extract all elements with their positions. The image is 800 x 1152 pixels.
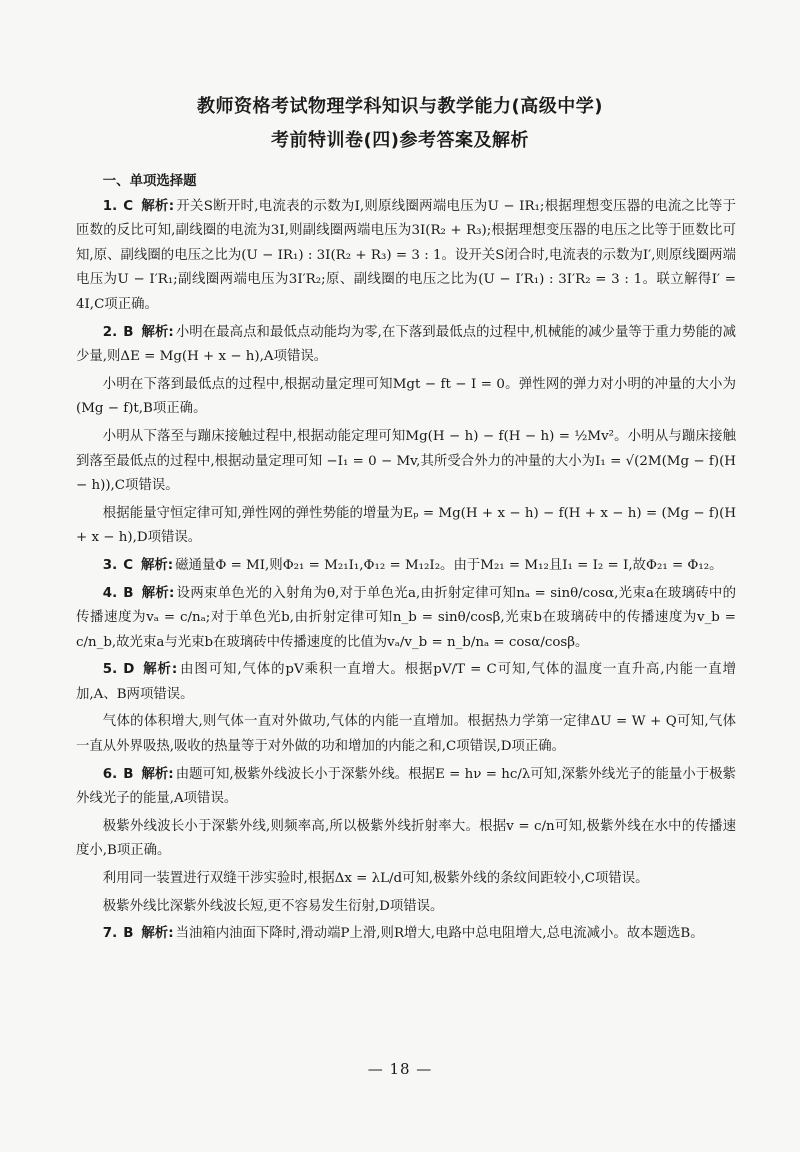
- question-number: 6.: [102, 766, 118, 782]
- analysis-text: 小明在最高点和最低点动能均为零,在下落到最低点的过程中,机械能的减少量等于重力势能的减少量,则ΔE = Mg(H + x − h),A项错误。: [76, 324, 736, 365]
- question-6-para-4: 极紫外线比深紫外线波长短,更不容易发生衍射,D项错误。: [102, 898, 444, 914]
- analysis-text: 开关S断开时,电流表的示数为I,则原线圈两端电压为U − IR₁;根据理想变压器的电流之比等于匝数的反比可知,副线圈的电流为3I,则副线圈两端电压为3I(R₂ + R₃);根据理想变压器的电压之比等于匝数比可知,原、副线圈的电压之比为(U − IR₁) : 3I(R₂ + R₃) = 3 : 1。设开关S闭合时,电流表的示数为I′,则原线圈两端电压为U − I′R₁;副线圈两端电压为3I′R₂;原、副线圈的电压之比为(U − I′R₁) : 3I′R₂ = 3 : 1。联立解得I′ = 4I,C项正确。: [76, 198, 737, 312]
- question-2-para-1: [76, 321, 736, 370]
- answer-choice: C: [123, 198, 134, 214]
- analysis-label: 解析:: [142, 662, 178, 678]
- answer-choice: D: [123, 662, 135, 678]
- question-number: 5.: [102, 662, 118, 678]
- question-2-para-3: 小明从下落至与蹦床接触过程中,根据动能定理可知Mg(H − h) − f(H − h) = ½Mv²。小明从与蹦床接触到落至最低点的过程中,根据动量定理可知 −I₁ = 0 − Mv,其所受合外力的冲量的大小为I₁ = √(2M(Mg − f)(H − h)),C项错误。: [76, 428, 736, 494]
- page-number: — 18 —: [367, 1060, 433, 1078]
- question-4-para-1: [76, 582, 736, 656]
- question-1-para-1: [76, 195, 736, 318]
- analysis-label: 解析:: [141, 324, 174, 340]
- answer-choice: B: [123, 324, 134, 340]
- question-5-para-2: 气体的体积增大,则气体一直对外做功,气体的内能一直增加。根据热力学第一定律ΔU = W + Q可知,气体一直从外界吸热,吸收的热量等于对外做的功和增加的内能之和,C项错误,D项正确。: [76, 714, 736, 755]
- answer-content: [76, 170, 736, 950]
- question-number: 1.: [102, 198, 118, 214]
- question-5-para-1: [76, 658, 736, 707]
- answer-choice: C: [123, 557, 134, 573]
- question-2-para-2: 小明在下落到最低点的过程中,根据动量定理可知Mgt − ft − I = 0。弹性网的弹力对小明的冲量的大小为(Mg − f)t,B项正确。: [76, 376, 736, 417]
- question-2-para-4: 根据能量守恒定律可知,弹性网的弹性势能的增量为Eₚ = Mg(H + x − h) − f(H + x − h) = (Mg − f)(H + x − h),D项错误。: [76, 505, 736, 546]
- analysis-label: 解析:: [141, 926, 174, 942]
- question-number: 3.: [102, 557, 118, 573]
- analysis-label: 解析:: [141, 585, 175, 601]
- answer-choice: B: [123, 585, 134, 601]
- section-heading: 一、单项选择题: [102, 174, 197, 189]
- analysis-text: 由图可知,气体的pV乘积一直增大。根据pV/T = C可知,气体的温度一直升高,内能一直增加,A、B两项错误。: [76, 662, 736, 702]
- analysis-label: 解析:: [141, 766, 174, 782]
- analysis-text: 当油箱内油面下降时,滑动端P上滑,则R增大,电路中总电阻增大,总电流减小。故本题选B。: [175, 926, 704, 942]
- question-6-para-1: [76, 763, 736, 812]
- question-number: 7.: [102, 926, 118, 942]
- analysis-text: 磁通量Φ = MI,则Φ₂₁ = M₂₁I₁,Φ₁₂ = M₁₂I₂。由于M₂₁ = M₁₂且I₁ = I₂ = I,故Φ₂₁ = Φ₁₂。: [175, 557, 723, 573]
- analysis-label: 解析:: [141, 198, 175, 214]
- answer-choice: B: [123, 766, 134, 782]
- question-number: 2.: [102, 324, 118, 340]
- analysis-text: 设两束单色光的入射角为θ,对于单色光a,由折射定律可知nₐ = sinθ/cosα,光束a在玻璃砖中的传播速度为vₐ = c/nₐ;对于单色光b,由折射定律可知n_b = sinθ/cosβ,光束b在玻璃砖中的传播速度为v_b = c/n_b,故光束a与光束b在玻璃砖中传播速度的比值为vₐ/v_b = n_b/nₐ = cosα/cosβ。: [76, 585, 736, 650]
- question-number: 4.: [102, 585, 118, 601]
- document-subtitle: 考前特训卷(四)参考答案及解析: [271, 130, 529, 151]
- question-3-para-1: [76, 554, 736, 579]
- analysis-label: 解析:: [141, 557, 174, 573]
- question-6-para-2: 极紫外线波长小于深紫外线,则频率高,所以极紫外线折射率大。根据v = c/n可知,极紫外线在水中的传播速度小,B项正确。: [76, 818, 736, 859]
- answer-choice: B: [123, 926, 134, 942]
- question-6-para-3: 利用同一装置进行双缝干涉实验时,根据Δx = λL/d可知,极紫外线的条纹间距较小,C项错误。: [102, 871, 649, 887]
- document-title: 教师资格考试物理学科知识与教学能力(高级中学): [197, 96, 603, 117]
- question-7-para-1: [76, 922, 736, 947]
- analysis-text: 由题可知,极紫外线波长小于深紫外线。根据E = hν = hc/λ可知,深紫外线光子的能量小于极紫外线光子的能量,A项错误。: [76, 766, 737, 807]
